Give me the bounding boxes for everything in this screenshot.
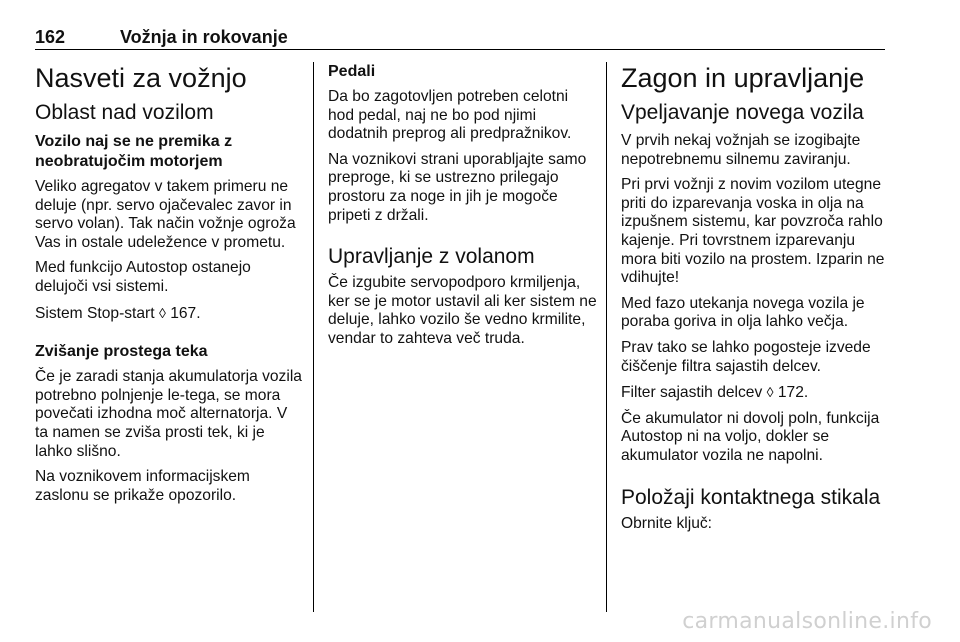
header-rule	[35, 49, 885, 50]
heading-steering: Upravljanje z volanom	[328, 245, 535, 269]
paragraph-particle-filter	[621, 383, 889, 403]
heading-starting-operating: Zagon in upravljanje	[621, 63, 865, 93]
page-number: 162	[35, 27, 66, 47]
paragraph: Veliko agregatov v takem primeru ne deluje (npr. servo ojačevalec zavor in servo volan). Tak način vožnje ogroža Vas in ostale udeležence v prometu.	[35, 178, 296, 251]
column-divider-2	[606, 62, 607, 612]
section-title: Vožnja in rokovanje	[120, 27, 288, 47]
heading-ignition-positions: Položaji kontaktnega stikala	[621, 485, 881, 509]
heading-idle-speed: Zvišanje prostega teka	[35, 343, 208, 361]
stop-start-text: Sistem Stop-start	[35, 304, 155, 322]
column-2	[328, 62, 598, 356]
paragraph-stop-start	[35, 304, 303, 324]
heading-engine-off: Vozilo naj se ne premika z neobratujočim motorjem	[35, 133, 233, 170]
paragraph: Obrnite ključ:	[621, 514, 712, 532]
heading-driving-tips: Nasveti za vožnjo	[35, 63, 247, 93]
paragraph: Na voznikovem informacijskem zaslonu se prikaže opozorilo.	[35, 468, 250, 504]
page-ref-arrow-icon: ◊	[158, 304, 166, 321]
column-divider-1	[313, 62, 314, 612]
paragraph: Na voznikovi strani uporabljajte samo preproge, ki se ustrezno prilegajo prostoru za noge in jih je mogoče pripeti z držali.	[328, 150, 587, 224]
column-3	[621, 62, 889, 540]
paragraph: Med funkcijo Autostop ostanejo delujoči vsi sistemi.	[35, 259, 251, 295]
paragraph: Prav tako se lahko pogosteje izvede čiščenje filtra sajastih delcev.	[621, 338, 871, 375]
paragraph: V prvih nekaj vožnjah se izogibajte nepotrebnemu silnemu zaviranju.	[621, 132, 861, 168]
watermark: carmanualsonline.info	[682, 609, 932, 634]
page-ref-link[interactable]: 172.	[777, 384, 809, 402]
paragraph: Pri prvi vožnji z novim vozilom utegne priti do izparevanja voska in olja na izpušnem sistemu, kar povzroča rahlo kajenje. Pri tovrstnem izparevanju mora biti vozilo na prostem. Izparin ne vdihujte!	[621, 176, 885, 287]
column-1	[35, 62, 303, 512]
paragraph: Med fazo utekanja novega vozila je poraba goriva in olja lahko večja.	[621, 294, 865, 331]
page-ref-link[interactable]: 167.	[170, 304, 201, 322]
paragraph: Če izgubite servopodporo krmiljenja, ker se je motor ustavil ali ker sistem ne deluje, lahko vozilo še vedno krmilite, vendar to zahteva več truda.	[328, 274, 597, 347]
paragraph: Če je zaradi stanja akumulatorja vozila potrebno polnjenje le-tega, se mora povečati izhodna moč alternatorja. V ta namen se zviša prosti tek, ki je lahko slišno.	[35, 368, 302, 460]
particle-filter-text: Filter sajastih delcev	[621, 384, 763, 402]
heading-new-vehicle: Vpeljavanje novega vozila	[621, 101, 864, 124]
heading-vehicle-control: Oblast nad vozilom	[35, 101, 214, 124]
paragraph: Če akumulator ni dovolj poln, funkcija Autostop ni na voljo, dokler se akumulator vozila ne napolni.	[621, 409, 880, 464]
paragraph: Da bo zagotovljen potreben celotni hod pedal, naj ne bo pod njimi dodatnih preprog ali predpražnikov.	[328, 88, 572, 143]
heading-pedals: Pedali	[328, 63, 376, 80]
page-header	[35, 27, 885, 51]
page-ref-arrow-icon: ◊	[766, 384, 774, 401]
